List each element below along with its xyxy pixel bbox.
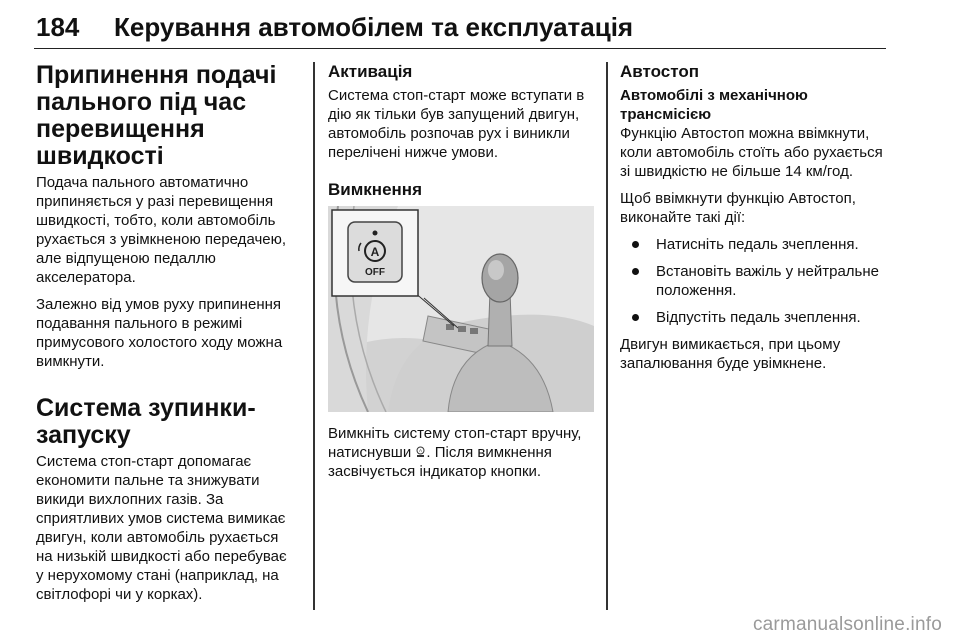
column-middle bbox=[328, 62, 596, 489]
paragraph: Система стоп-старт може вступати в дію як тільки був запущений двигун, автомобіль розпочав рух і виникли перелічені нижче умови. bbox=[328, 87, 585, 161]
bullet-icon bbox=[632, 314, 639, 321]
paragraph: Функцію Автостоп можна ввімкнути, коли автомобіль стоїть або рухається зі швидкістю не більше 14 км/год. bbox=[620, 125, 883, 180]
section-heading-activation: Активація bbox=[328, 62, 413, 81]
column-divider bbox=[606, 62, 608, 610]
watermark: carmanualsonline.info bbox=[752, 614, 942, 635]
figure-caption: Вимкніть систему стоп-старт вручну, натиснувши A . Після вимкнення засвічується індикатор кнопки. bbox=[328, 425, 582, 480]
chapter-title: Керування автомобілем та експлуатація bbox=[114, 12, 634, 42]
paragraph: Двигун вимикається, при цьому запалювання буде увімкнене. bbox=[620, 336, 841, 372]
list-item: Відпустіть педаль зчеплення. bbox=[620, 308, 888, 327]
svg-text:A: A bbox=[419, 448, 423, 454]
section-heading-stop-start: Система зупинки-запуску bbox=[36, 394, 256, 449]
steps-list bbox=[620, 235, 888, 327]
bullet-icon bbox=[632, 268, 639, 275]
page-header bbox=[34, 8, 886, 49]
section-heading-fuel-cutoff: Припинення подачі пального під час перевищення швидкості bbox=[36, 61, 277, 170]
paragraph: Залежно від умов руху припинення подавання пального в режимі примусового холостого ходу можна вимкнути. bbox=[36, 296, 283, 370]
page-number: 184 bbox=[36, 12, 80, 42]
console-illustration bbox=[328, 206, 594, 412]
off-button-label: OFF bbox=[365, 267, 385, 278]
bullet-icon bbox=[632, 241, 639, 248]
column-right bbox=[620, 62, 888, 381]
subheading-manual-transmission: Автомобілі з механічною трансмісією bbox=[620, 87, 808, 123]
paragraph: Щоб ввімкнути функцію Автостоп, виконайте такі дії: bbox=[620, 190, 856, 226]
section-heading-deactivation: Вимкнення bbox=[328, 180, 422, 199]
column-left bbox=[36, 62, 298, 612]
column-divider bbox=[313, 62, 315, 610]
list-item: Встановіть важіль у нейтральне положення. bbox=[620, 262, 888, 300]
paragraph: Система стоп-старт допомагає економити пальне та знижувати викиди вихлопних газів. За сприятливих умов система вимикає двигун, коли автомобіль рухається на низькій швидкості або перебуває у нерухомому стані (наприклад, на світлофорі чи у корках). bbox=[36, 453, 287, 603]
list-item: Натисніть педаль зчеплення. bbox=[620, 235, 888, 254]
svg-text:A: A bbox=[370, 245, 380, 259]
stop-start-off-icon bbox=[415, 446, 426, 458]
paragraph: Подача пального автоматично припиняється у разі перевищення швидкості, тобто, коли автомобіль рухається з увімкненою передачею, але відпущеною педаллю акселератора. bbox=[36, 174, 287, 286]
section-heading-autostop: Автостоп bbox=[620, 62, 699, 81]
